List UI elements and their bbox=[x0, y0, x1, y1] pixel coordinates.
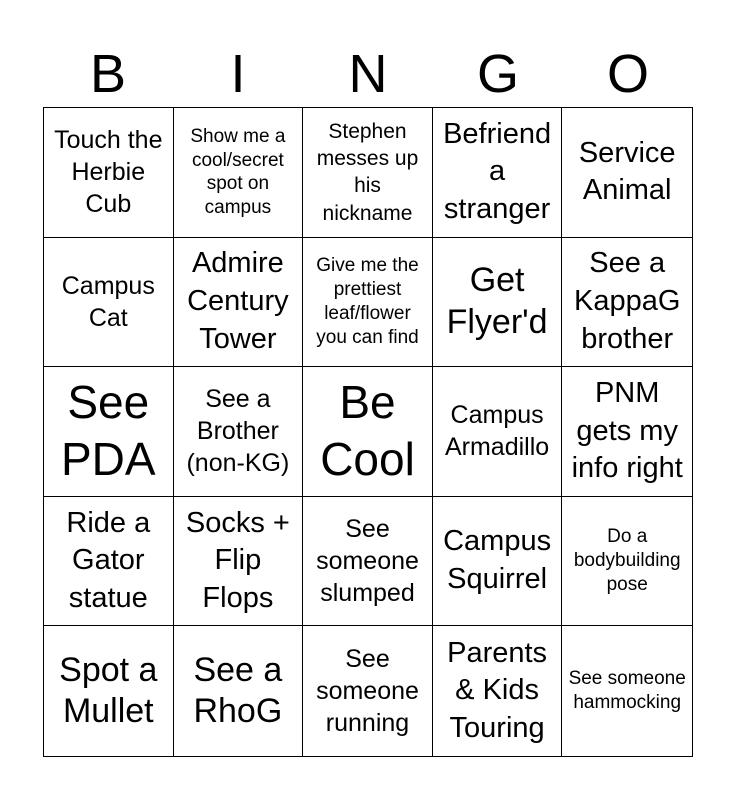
cell-text: Be Cool bbox=[320, 375, 415, 486]
bingo-cell-5-1[interactable] bbox=[44, 626, 174, 756]
cell-text: Befriend a stranger bbox=[443, 117, 552, 226]
cell-text: See a RhoG bbox=[193, 650, 283, 731]
bingo-cell-2-3[interactable] bbox=[303, 238, 433, 368]
bingo-board bbox=[43, 107, 693, 757]
cell-text: See a KappaG brother bbox=[573, 247, 681, 355]
cell-text: See PDA bbox=[61, 375, 156, 486]
header-letter-o: O bbox=[606, 44, 649, 104]
bingo-cell-1-3[interactable] bbox=[303, 108, 433, 238]
cell-text: Touch the Herbie Cub bbox=[54, 126, 163, 219]
cell-text: Do a bodybuilding pose bbox=[573, 526, 681, 595]
cell-text: Admire Century Tower bbox=[187, 247, 289, 355]
cell-text: Campus Armadillo bbox=[444, 401, 550, 462]
cell-text: Parents & Kids Touring bbox=[447, 636, 548, 745]
bingo-cell-2-2[interactable] bbox=[174, 238, 304, 368]
bingo-cell-2-1[interactable] bbox=[44, 238, 174, 368]
bingo-cell-1-1[interactable] bbox=[44, 108, 174, 238]
cell-text: See someone hammocking bbox=[568, 668, 686, 714]
bingo-cell-4-5[interactable] bbox=[562, 497, 692, 627]
bingo-cell-3-2[interactable] bbox=[174, 367, 304, 497]
cell-text: Give me the prettiest leaf/flower you can find bbox=[316, 255, 419, 348]
bingo-header bbox=[43, 40, 693, 108]
bingo-cell-4-4[interactable] bbox=[433, 497, 563, 627]
cell-text: Show me a cool/secret spot on campus bbox=[190, 125, 286, 219]
bingo-cell-5-2[interactable] bbox=[174, 626, 304, 756]
cell-text: See someone running bbox=[316, 645, 419, 738]
bingo-cell-4-3[interactable] bbox=[303, 497, 433, 627]
bingo-cell-5-4[interactable] bbox=[433, 626, 563, 756]
bingo-cell-5-3[interactable] bbox=[303, 626, 433, 756]
cell-text: Service Animal bbox=[578, 136, 676, 207]
bingo-cell-3-5[interactable] bbox=[562, 367, 692, 497]
header-letter-g: G bbox=[476, 44, 519, 104]
cell-text: See a Brother (non-KG) bbox=[186, 385, 290, 478]
cell-text: Socks + Flip Flops bbox=[185, 506, 290, 614]
bingo-cell-4-1[interactable] bbox=[44, 497, 174, 627]
cell-text: See someone slumped bbox=[316, 515, 419, 608]
bingo-cell-1-5[interactable] bbox=[562, 108, 692, 238]
cell-text: PNM gets my info right bbox=[571, 376, 683, 485]
bingo-cell-5-5[interactable] bbox=[562, 626, 692, 756]
bingo-cell-2-4[interactable] bbox=[433, 238, 563, 368]
bingo-cell-1-4[interactable] bbox=[433, 108, 563, 238]
cell-text: Get Flyer'd bbox=[446, 261, 548, 341]
cell-text: Stephen messes up his nickname bbox=[316, 119, 419, 225]
cell-text: Campus Squirrel bbox=[443, 525, 552, 596]
header-letter-n: N bbox=[348, 44, 388, 104]
bingo-cell-4-2[interactable] bbox=[174, 497, 304, 627]
bingo-cell-2-5[interactable] bbox=[562, 238, 692, 368]
bingo-cell-3-1[interactable] bbox=[44, 367, 174, 497]
cell-text: Spot a Mullet bbox=[59, 650, 158, 731]
cell-text: Ride a Gator statue bbox=[66, 506, 151, 614]
bingo-cell-1-2[interactable] bbox=[174, 108, 304, 238]
cell-text: Campus Cat bbox=[61, 271, 155, 332]
header-letter-b: B bbox=[89, 44, 127, 104]
header-letter-i: I bbox=[230, 44, 246, 104]
bingo-cell-3-3[interactable] bbox=[303, 367, 433, 497]
bingo-cell-3-4[interactable] bbox=[433, 367, 563, 497]
